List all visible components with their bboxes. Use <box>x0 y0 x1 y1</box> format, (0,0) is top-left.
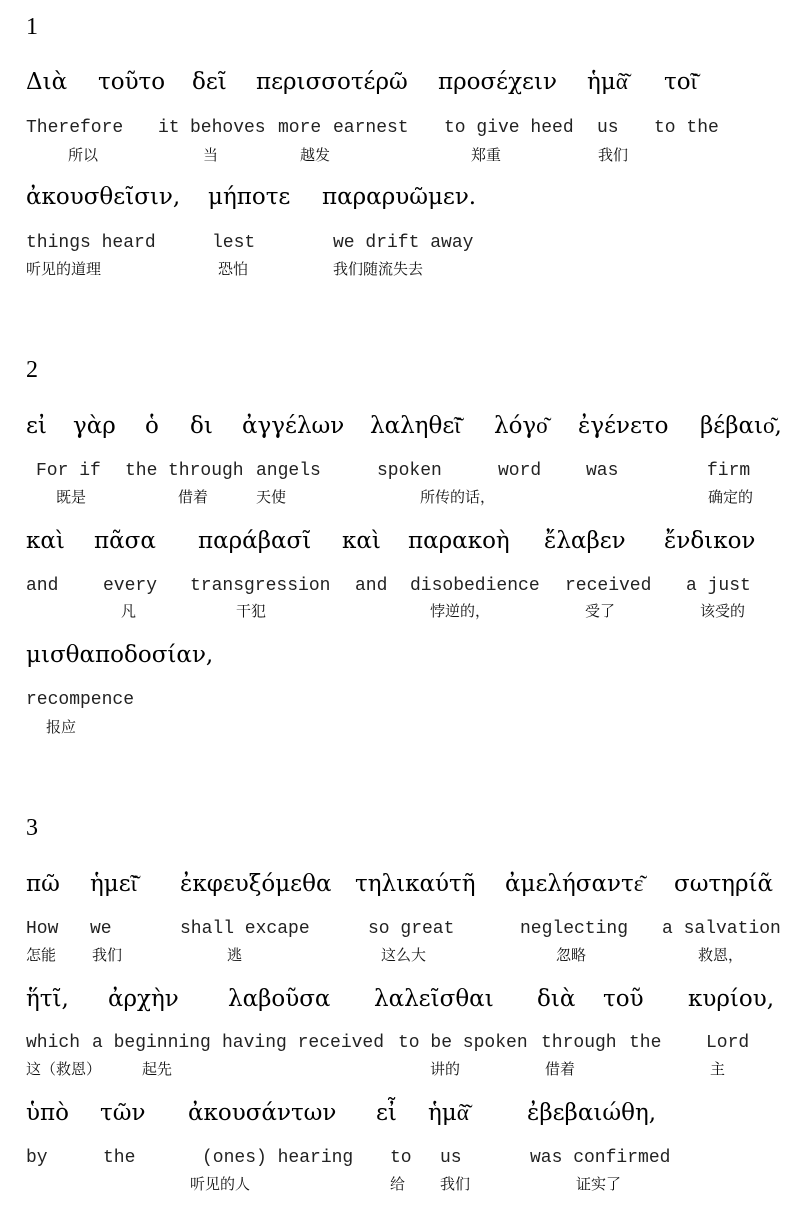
chinese-word: 听见的人 <box>190 1175 251 1193</box>
greek-word: καὶ <box>342 528 381 554</box>
greek-word: ἀγγέλων <box>242 413 345 439</box>
english-word: a beginning <box>92 1033 211 1053</box>
greek-word: τοῦτο <box>98 69 166 95</box>
english-word: and <box>355 576 388 596</box>
chinese-word: 我们 <box>440 1175 471 1193</box>
english-word: us <box>440 1148 462 1168</box>
chinese-word: 越发 <box>300 146 331 164</box>
greek-word: παράβασῖ <box>198 528 312 554</box>
english-word: (ones) hearing <box>202 1148 354 1168</box>
chinese-word: 既是 <box>56 488 87 506</box>
english-word: the <box>103 1148 136 1168</box>
greek-word: Διὰ <box>26 69 68 95</box>
greek-word: παρακοὴ <box>408 528 510 554</box>
greek-word: διὰ <box>537 986 576 1012</box>
english-word: transgression <box>190 576 331 596</box>
greek-word: σωτηρίᾶ <box>674 871 774 897</box>
english-word: through <box>541 1033 617 1053</box>
english-word: spoken <box>377 461 442 481</box>
english-word: so great <box>368 919 455 939</box>
greek-word: τηλικαύτῆ <box>355 871 476 897</box>
chinese-word: 我们 <box>598 146 629 164</box>
english-word: through <box>168 461 244 481</box>
greek-word: κυρίου, <box>688 986 775 1012</box>
english-word: it <box>158 118 180 138</box>
english-word: we <box>90 919 112 939</box>
english-word: more <box>278 118 322 138</box>
greek-word: ὑπὸ <box>26 1100 69 1126</box>
chinese-word: 悖逆的， <box>430 602 491 620</box>
english-word: having received <box>222 1033 385 1053</box>
verse-number: 1 <box>26 14 38 40</box>
english-word: a just <box>686 576 751 596</box>
chinese-word: 我们 <box>92 946 123 964</box>
english-word: and <box>26 576 59 596</box>
greek-word: ἔνδικον <box>664 528 756 554</box>
verse-number: 2 <box>26 357 38 383</box>
greek-word: τοῖ͂ <box>664 69 697 95</box>
chinese-word: 该受的 <box>700 602 746 620</box>
greek-word: λαβοῦσα <box>228 986 331 1012</box>
english-word: we drift away <box>333 233 474 253</box>
greek-word: πῶ <box>26 871 60 897</box>
english-word: shall excape <box>180 919 310 939</box>
chinese-word: 这么大 <box>381 946 427 964</box>
greek-word: δεῖ <box>192 69 227 95</box>
english-word: was <box>586 461 619 481</box>
chinese-word: 郑重 <box>471 146 502 164</box>
greek-word: ἀμελήσαντε͂ <box>505 871 644 897</box>
chinese-word: 这（救恩） <box>26 1060 102 1078</box>
english-word: by <box>26 1148 48 1168</box>
english-word: which <box>26 1033 81 1053</box>
english-word: to be spoken <box>398 1033 528 1053</box>
english-word: How <box>26 919 59 939</box>
english-word: things heard <box>26 233 156 253</box>
chinese-word: 恐怕 <box>218 260 249 278</box>
english-word: For if <box>36 461 101 481</box>
chinese-word: 给 <box>390 1175 406 1193</box>
greek-word: μισθαποδοσίαν, <box>26 642 214 668</box>
chinese-word: 讲的 <box>430 1060 461 1078</box>
greek-word: ἐγένετο <box>578 413 669 439</box>
greek-word: περισσοτέρῶ <box>256 69 408 95</box>
chinese-word: 我们随流失去 <box>333 260 424 278</box>
english-word: every <box>103 576 158 596</box>
chinese-word: 逃 <box>227 946 243 964</box>
greek-word: ἐβεβαιώθη, <box>527 1100 657 1126</box>
chinese-word: 受了 <box>585 602 616 620</box>
english-word: the <box>125 461 158 481</box>
greek-word: λαλεῖσθαι <box>374 986 494 1012</box>
chinese-word: 天使 <box>256 488 287 506</box>
greek-word: τῶν <box>100 1100 146 1126</box>
english-word: neglecting <box>520 919 629 939</box>
chinese-word: 听见的道理 <box>26 260 102 278</box>
english-word: lest <box>212 233 256 253</box>
chinese-word: 借着 <box>545 1060 576 1078</box>
greek-word: ἀρχὴν <box>108 986 179 1012</box>
chinese-word: 所传的话， <box>420 488 496 506</box>
english-word: earnest <box>333 118 409 138</box>
english-word: firm <box>707 461 751 481</box>
greek-word: ἀκουσάντων <box>188 1100 337 1126</box>
greek-word: μήποτε <box>208 184 291 210</box>
english-word: us <box>597 118 619 138</box>
greek-word: ἔλαβεν <box>544 528 626 554</box>
chinese-word: 干犯 <box>236 602 267 620</box>
chinese-word: 主 <box>710 1060 726 1078</box>
english-word: Lord <box>706 1033 750 1053</box>
greek-word: λόγο͂ <box>494 413 548 439</box>
chinese-word: 报应 <box>46 718 77 736</box>
greek-word: ἐκφευξόμεθα <box>180 871 332 897</box>
greek-word: ἥτῖ, <box>26 986 69 1012</box>
chinese-word: 所以 <box>68 146 99 164</box>
greek-word: ἀκουσθεῖσιν, <box>26 184 181 210</box>
english-word: was confirmed <box>530 1148 671 1168</box>
greek-word: βέβαιο͂, <box>700 413 782 439</box>
greek-word: εἰ <box>26 413 47 439</box>
english-word: Therefore <box>26 118 124 138</box>
verse-number: 3 <box>26 815 38 841</box>
chinese-word: 起先 <box>142 1060 173 1078</box>
greek-word: προσέχειν <box>438 69 557 95</box>
chinese-word: 救恩， <box>698 946 744 964</box>
chinese-word: 怎能 <box>26 946 57 964</box>
greek-word: γὰρ <box>73 413 116 439</box>
chinese-word: 借着 <box>178 488 209 506</box>
greek-word: τοῦ <box>603 986 644 1012</box>
chinese-word: 忽略 <box>556 946 587 964</box>
english-word: disobedience <box>410 576 540 596</box>
greek-word: καὶ <box>26 528 65 554</box>
greek-word: ἡμᾶ͂ <box>587 69 628 95</box>
greek-word: λαληθεῖ͂ <box>370 413 461 439</box>
greek-word: ἡμᾶ͂ <box>428 1100 469 1126</box>
english-word: received <box>565 576 652 596</box>
english-word: a salvation <box>662 919 781 939</box>
chinese-word: 确定的 <box>708 488 754 506</box>
greek-word: ὁ <box>145 413 159 439</box>
greek-word: πᾶσα <box>94 528 156 554</box>
english-word: to the <box>654 118 719 138</box>
greek-word: εἶ <box>376 1100 397 1126</box>
english-word: to <box>390 1148 412 1168</box>
english-word: the <box>629 1033 662 1053</box>
greek-word: δι <box>190 413 213 439</box>
english-word: behoves <box>190 118 266 138</box>
greek-word: ἡμεῖ͂ <box>90 871 137 897</box>
english-word: angels <box>256 461 321 481</box>
chinese-word: 凡 <box>121 602 137 620</box>
english-word: recompence <box>26 690 135 710</box>
greek-word: παραρυῶμεν. <box>322 184 477 210</box>
chinese-word: 证实了 <box>576 1175 622 1193</box>
chinese-word: 当 <box>203 146 219 164</box>
english-word: word <box>498 461 542 481</box>
english-word: to give heed <box>444 118 574 138</box>
